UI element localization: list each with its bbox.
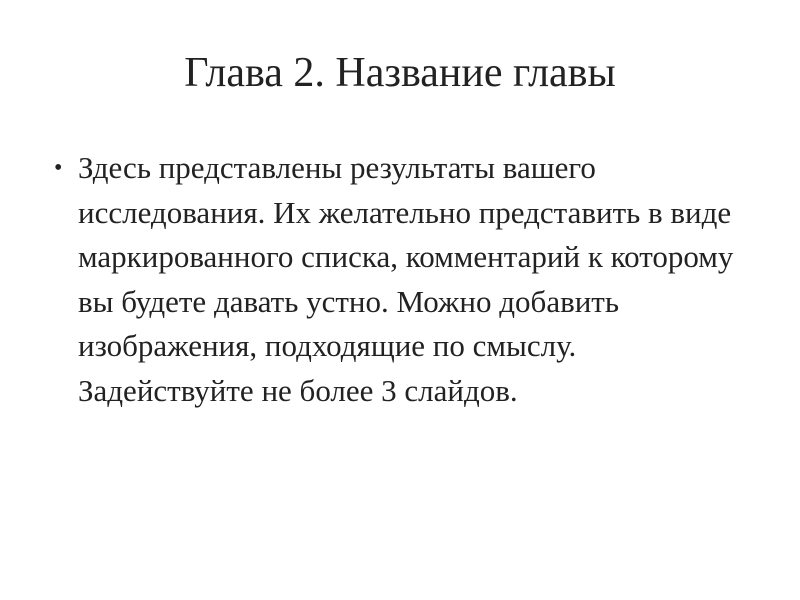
bullet-item: [52, 146, 752, 413]
slide-title: Глава 2. Название главы: [184, 50, 616, 96]
bullet-icon: •: [54, 155, 63, 181]
bullet-text: Здесь представлены результаты вашего исследования. Их желательно представить в виде маркированного списка, комментарий к которому вы будете давать устно. Можно добавить изображения, подходящие по смыслу. Задействуйте не более 3 слайдов.: [78, 150, 734, 408]
bullet-list: [52, 146, 752, 413]
